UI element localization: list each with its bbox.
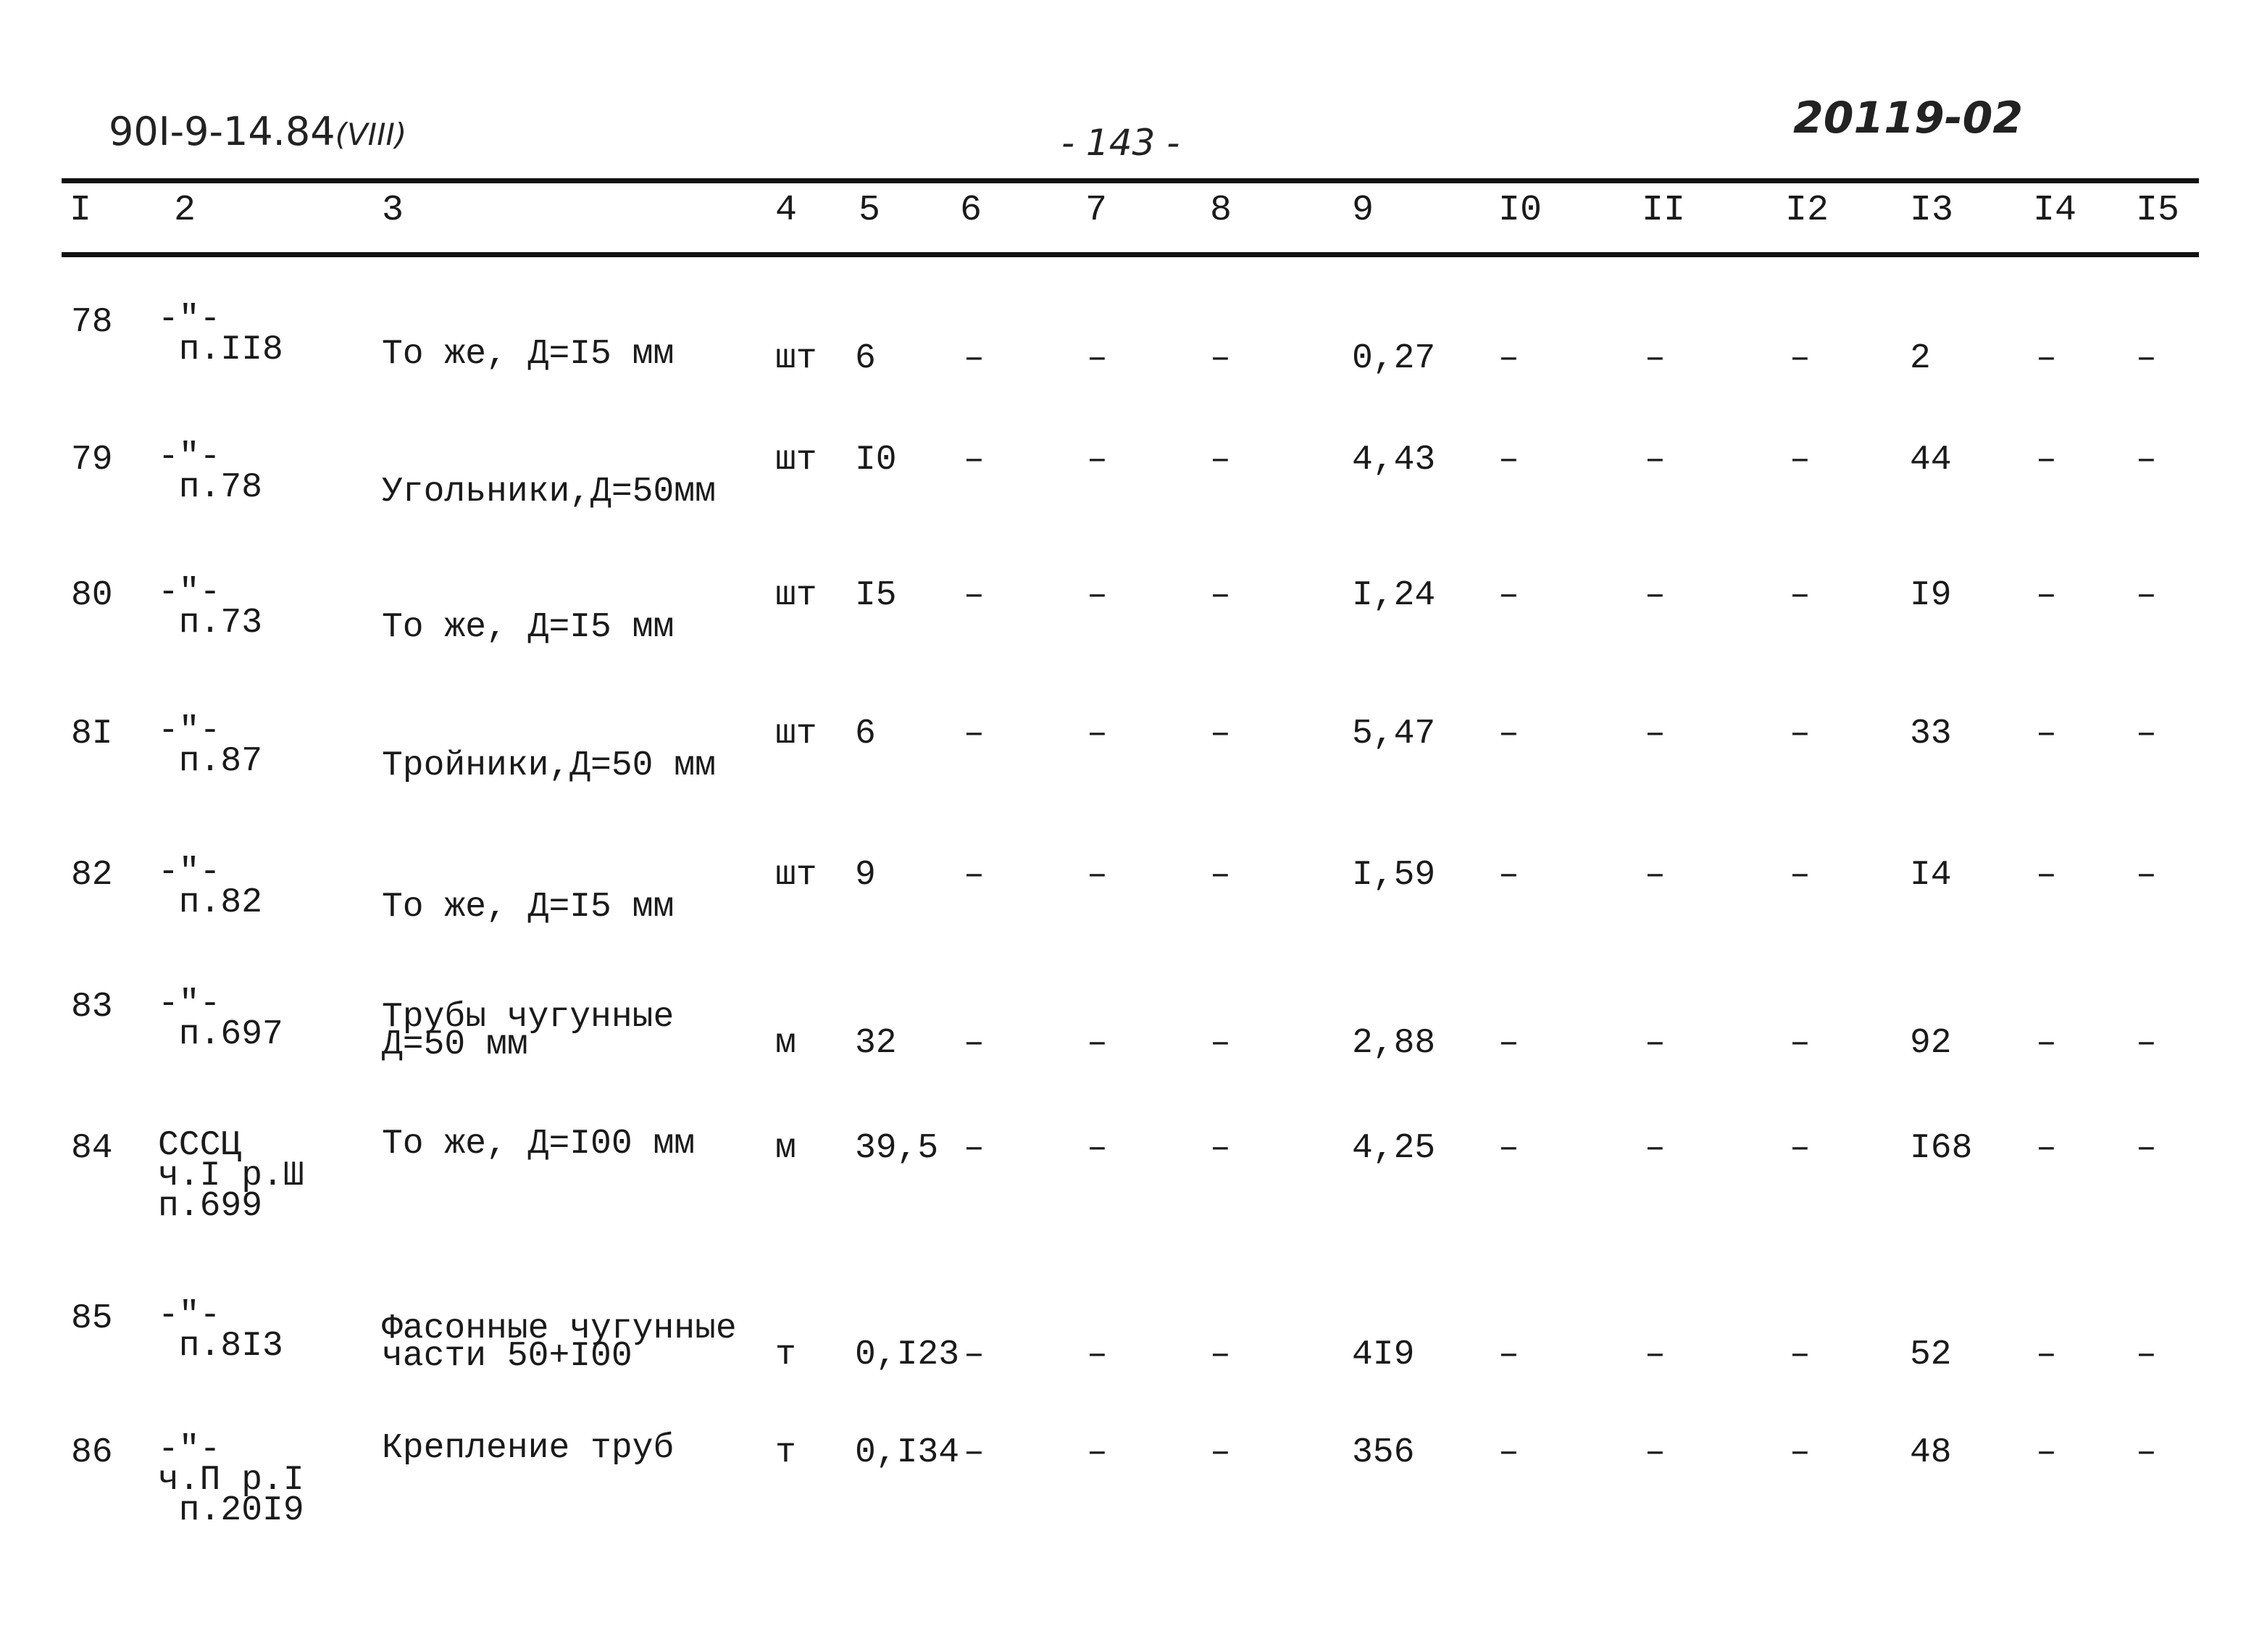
row-item-name: То же, Д=I5 мм: [382, 335, 675, 374]
row-number: 85: [71, 1299, 113, 1338]
table-header-rule: [62, 252, 2199, 257]
row-price: 4I9: [1352, 1335, 1415, 1374]
row-total: I4: [1910, 856, 1952, 895]
row-col12: –: [1790, 1129, 1811, 1168]
row-col14: –: [2036, 1024, 2057, 1063]
row-col15: –: [2136, 1433, 2157, 1472]
row-price: 356: [1352, 1433, 1415, 1472]
column-header: 3: [382, 190, 404, 231]
row-source-ref: -"- п.8I3: [158, 1296, 283, 1366]
row-price: 5,47: [1352, 714, 1436, 754]
row-total: 33: [1910, 714, 1952, 754]
row-number: 8I: [71, 714, 113, 754]
row-col15: –: [2136, 576, 2157, 615]
row-col12: –: [1790, 1335, 1811, 1374]
row-col8: –: [1210, 856, 1231, 895]
row-source-ref: -"- ч.П р.I п.20I9: [158, 1430, 304, 1530]
row-col12: –: [1790, 714, 1811, 754]
row-quantity: 6: [855, 714, 876, 754]
row-col7: –: [1087, 1024, 1108, 1063]
column-header: I4: [2033, 190, 2077, 231]
row-col10: –: [1498, 1433, 1519, 1472]
row-quantity: I5: [855, 576, 897, 615]
row-price: 0,27: [1352, 339, 1436, 378]
row-col14: –: [2036, 714, 2057, 754]
row-col11: –: [1645, 339, 1666, 378]
row-col12: –: [1790, 339, 1811, 378]
row-col8: –: [1210, 441, 1231, 480]
row-price: 4,25: [1352, 1129, 1436, 1168]
row-col6: –: [964, 1024, 985, 1063]
row-col12: –: [1790, 576, 1811, 615]
row-col11: –: [1645, 1335, 1666, 1374]
column-header: 8: [1210, 190, 1232, 231]
row-number: 78: [71, 303, 113, 342]
row-col11: –: [1645, 576, 1666, 615]
row-col7: –: [1087, 714, 1108, 754]
row-source-ref: -"- п.78: [158, 438, 263, 507]
row-total: 92: [1910, 1024, 1952, 1063]
row-col11: –: [1645, 1129, 1666, 1168]
document-code: [109, 109, 406, 154]
row-unit: шт: [775, 339, 817, 378]
row-col15: –: [2136, 1024, 2157, 1063]
row-item-name: Трубы чугунные Д=50 мм: [382, 998, 675, 1064]
row-price: 2,88: [1352, 1024, 1436, 1063]
row-unit: шт: [775, 441, 817, 480]
row-col7: –: [1087, 576, 1108, 615]
row-total: 48: [1910, 1433, 1952, 1472]
row-price: I,24: [1352, 576, 1436, 615]
row-col7: –: [1087, 1335, 1108, 1374]
row-price: I,59: [1352, 856, 1436, 895]
row-col10: –: [1498, 339, 1519, 378]
row-col15: –: [2136, 1335, 2157, 1374]
row-item-name: Фасонные чугунные части 50+I00: [382, 1309, 737, 1376]
column-header: 7: [1085, 190, 1108, 231]
row-col6: –: [964, 1433, 985, 1472]
row-col7: –: [1087, 339, 1108, 378]
row-col6: –: [964, 1335, 985, 1374]
row-total: 52: [1910, 1335, 1952, 1374]
row-col8: –: [1210, 576, 1231, 615]
row-col10: –: [1498, 441, 1519, 480]
archive-number: 20119-02: [1793, 93, 2024, 143]
row-col10: –: [1498, 1335, 1519, 1374]
row-number: 86: [71, 1433, 113, 1472]
row-total: I68: [1910, 1129, 1973, 1168]
row-col11: –: [1645, 714, 1666, 754]
row-number: 79: [71, 441, 113, 480]
column-header: 4: [775, 190, 798, 231]
row-col11: –: [1645, 441, 1666, 480]
row-col8: –: [1210, 1335, 1231, 1374]
row-quantity: 0,I23: [855, 1335, 960, 1374]
column-header: 5: [859, 190, 881, 231]
row-col11: –: [1645, 1433, 1666, 1472]
row-col14: –: [2036, 1129, 2057, 1168]
row-col6: –: [964, 576, 985, 615]
row-source-ref: -"- п.697: [158, 985, 283, 1054]
row-number: 84: [71, 1129, 113, 1168]
row-unit: т: [775, 1433, 796, 1472]
row-col14: –: [2036, 856, 2057, 895]
row-col8: –: [1210, 1024, 1231, 1063]
row-col10: –: [1498, 576, 1519, 615]
row-col12: –: [1790, 1024, 1811, 1063]
row-item-name: Крепление труб: [382, 1429, 675, 1468]
column-header: 6: [960, 190, 982, 231]
document-code-suffix: (VIII): [335, 117, 407, 152]
row-col14: –: [2036, 1335, 2057, 1374]
column-header: I: [70, 190, 92, 231]
row-col6: –: [964, 714, 985, 754]
row-col11: –: [1645, 856, 1666, 895]
row-total: I9: [1910, 576, 1952, 615]
row-quantity: I0: [855, 441, 897, 480]
row-quantity: 6: [855, 339, 876, 378]
row-col10: –: [1498, 1024, 1519, 1063]
page-number: - 143 -: [1061, 122, 1180, 164]
row-quantity: 39,5: [855, 1129, 939, 1168]
row-total: 2: [1910, 339, 1931, 378]
row-item-name: То же, Д=I5 мм: [382, 888, 675, 927]
row-quantity: 0,I34: [855, 1433, 960, 1472]
row-col8: –: [1210, 339, 1231, 378]
column-header: 9: [1352, 190, 1374, 231]
row-col7: –: [1087, 1129, 1108, 1168]
row-col7: –: [1087, 1433, 1108, 1472]
row-col12: –: [1790, 1433, 1811, 1472]
row-col15: –: [2136, 714, 2157, 754]
row-col8: –: [1210, 714, 1231, 754]
row-item-name: Угольники,Д=50мм: [382, 472, 716, 512]
column-header: I0: [1498, 190, 1542, 231]
row-col6: –: [964, 1129, 985, 1168]
row-item-name: То же, Д=I5 мм: [382, 608, 675, 647]
row-col11: –: [1645, 1024, 1666, 1063]
column-header: I5: [2136, 190, 2180, 231]
row-source-ref: -"- п.82: [158, 853, 263, 922]
row-unit: шт: [775, 714, 817, 754]
row-col14: –: [2036, 1433, 2057, 1472]
row-col10: –: [1498, 856, 1519, 895]
row-col8: –: [1210, 1433, 1231, 1472]
row-unit: м: [775, 1024, 796, 1063]
table-top-rule: [62, 178, 2199, 183]
row-col6: –: [964, 856, 985, 895]
row-col15: –: [2136, 856, 2157, 895]
column-header: I2: [1785, 190, 1829, 231]
row-col12: –: [1790, 441, 1811, 480]
row-quantity: 32: [855, 1024, 897, 1063]
row-price: 4,43: [1352, 441, 1436, 480]
row-col10: –: [1498, 1129, 1519, 1168]
row-col12: –: [1790, 856, 1811, 895]
row-col6: –: [964, 339, 985, 378]
row-source-ref: -"- п.87: [158, 712, 263, 781]
column-header: I3: [1910, 190, 1954, 231]
document-code-number: 90I-9-14.84: [109, 109, 335, 154]
row-col7: –: [1087, 856, 1108, 895]
row-col14: –: [2036, 576, 2057, 615]
row-item-name: Тройники,Д=50 мм: [382, 746, 716, 785]
row-col15: –: [2136, 441, 2157, 480]
row-col14: –: [2036, 441, 2057, 480]
row-number: 83: [71, 988, 113, 1027]
row-unit: т: [775, 1335, 796, 1374]
row-item-name: То же, Д=I00 мм: [382, 1125, 696, 1164]
row-total: 44: [1910, 441, 1952, 480]
row-quantity: 9: [855, 856, 876, 895]
column-header: II: [1642, 190, 1686, 231]
row-unit: шт: [775, 576, 817, 615]
row-unit: шт: [775, 856, 817, 895]
row-number: 80: [71, 576, 113, 615]
row-col10: –: [1498, 714, 1519, 754]
row-col8: –: [1210, 1129, 1231, 1168]
row-col6: –: [964, 441, 985, 480]
row-col7: –: [1087, 441, 1108, 480]
row-col14: –: [2036, 339, 2057, 378]
row-col15: –: [2136, 1129, 2157, 1168]
row-unit: м: [775, 1129, 796, 1168]
row-source-ref: -"- п.II8: [158, 300, 283, 370]
column-header: 2: [174, 190, 196, 231]
row-source-ref: СССЦ ч.I р.Ш п.699: [158, 1126, 304, 1226]
row-number: 82: [71, 856, 113, 895]
row-col15: –: [2136, 339, 2157, 378]
row-source-ref: -"- п.73: [158, 573, 263, 643]
